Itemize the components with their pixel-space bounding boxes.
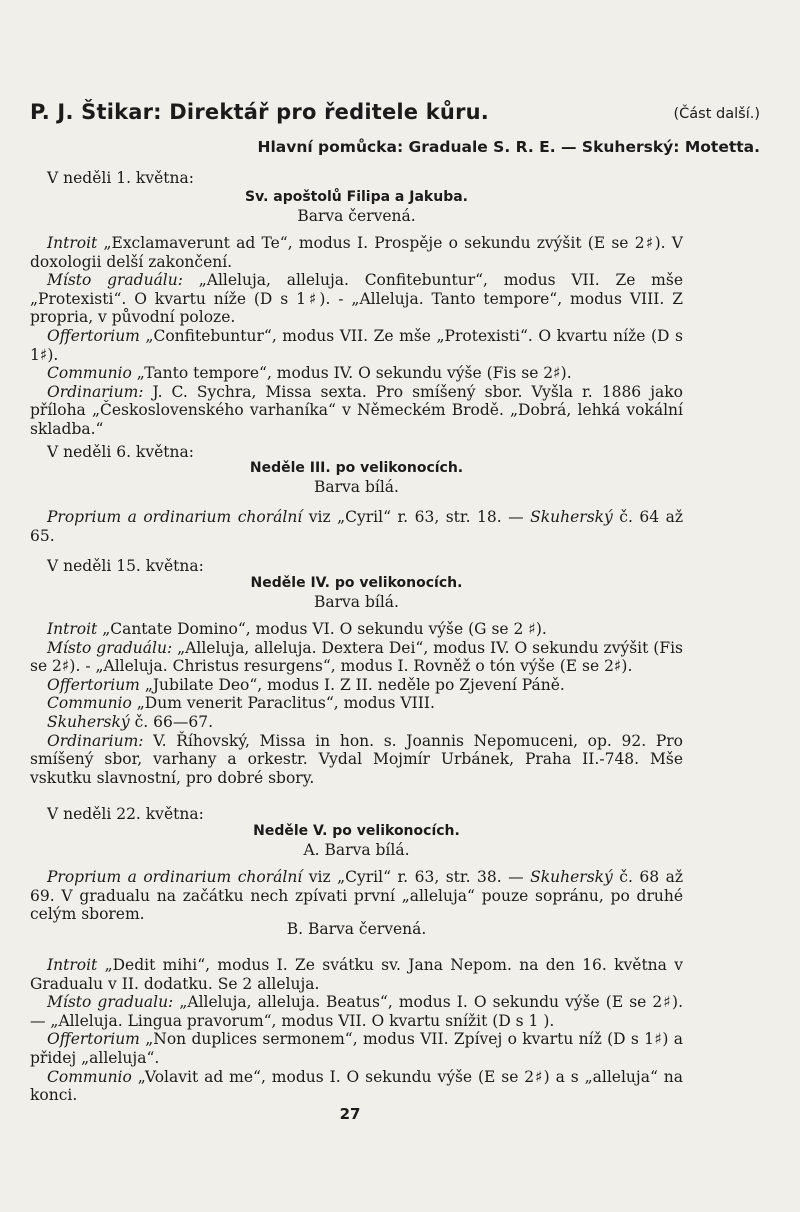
feast-title: Neděle IV. po velikonocích. [250, 575, 463, 591]
paragraph [30, 620, 683, 639]
liturgical-color: A. Barva bílá. [303, 840, 410, 859]
paragraph [30, 694, 683, 713]
paragraph-label: Introit [47, 956, 98, 974]
paragraph [30, 676, 683, 695]
paragraph-text: „Alleluja, alleluja. Beatus“, modus I. O sekundu výše (E se 2♯). — „Alleluja. Lingua pravorum“, modus VII. O kvartu snížit (D s 1 ). [30, 993, 683, 1030]
feast-heading [30, 574, 683, 611]
paragraph-label: Proprium a ordinarium chorální [47, 508, 303, 526]
day-heading: V neděli 22. května: [47, 805, 204, 823]
paragraph-label: Místo gradualu: [47, 993, 174, 1012]
paragraph-label: Ordinarium: [47, 731, 144, 750]
paragraph [30, 364, 683, 383]
day-heading: V neděli 6. května: [47, 443, 194, 461]
paragraph [30, 732, 683, 788]
section-body [30, 620, 683, 787]
subtitle: Hlavní pomůcka: Graduale S. R. E. — Skuherský: Motetta. [257, 138, 760, 156]
paragraph-label: Communio [47, 364, 132, 383]
feast-heading [30, 822, 683, 859]
paragraph-text: V. Říhovský, Missa in hon. s. Joannis Nepomuceni, op. 92. Pro smíšený sbor, varhany a orkestr. Vydal Mojmír Urbánek, Praha II.-748. Mše vskutku slavnostní, pro dobré sbory. [30, 731, 683, 787]
paragraph-text: „Dedit mihi“, modus I. Ze svátku sv. Jana Nepom. na den 16. května v Gradualu v II. dodatku. Se 2 alleluja. [30, 956, 683, 993]
feast-title: Neděle V. po velikonocích. [253, 823, 460, 839]
paragraph-label: Introit [47, 234, 98, 252]
paragraph [30, 639, 683, 676]
paragraph-text: č. 64 až 65. [30, 508, 683, 545]
paragraph-label: Communio [47, 694, 132, 713]
paragraph-label: Skuherský [47, 712, 130, 731]
paragraph-text: „Alleluja, alleluja. Confitebuntur“, modus VII. Ze mše „Protexisti“. O kvartu níže (D s 1♯). - „Alleluja. Tanto tempore“, modus VIII. Z propria, v původní poloze. [30, 271, 683, 327]
paragraph-label: Místo graduálu: [47, 638, 173, 657]
day-heading: V neděli 1. května: [47, 169, 194, 187]
paragraph [30, 993, 683, 1030]
paragraph [30, 327, 683, 364]
paragraph-text: J. C. Sychra, Missa sexta. Pro smíšený sbor. Vyšla r. 1886 jako příloha „Československého varhaníka“ v Německém Brodě. „Dobrá, lehká vokální skladba.“ [30, 382, 683, 438]
paragraph [30, 508, 683, 545]
feast-heading [30, 459, 683, 496]
paragraph [30, 234, 683, 271]
paragraph-text: „Alleluja, alleluja. Dextera Dei“, modus IV. O sekundu zvýšit (Fis se 2♯). - „Alleluja. Christus resurgens“, modus I. Rovněž o tón výše (E se 2♯). [30, 638, 684, 676]
day-heading: V neděli 15. května: [47, 557, 204, 575]
paragraph [30, 1030, 683, 1067]
paragraph-text: č. 66—67. [129, 712, 214, 731]
paragraph-label: Ordinarium: [47, 382, 144, 401]
paragraph [30, 713, 683, 732]
page-title: P. J. Štikar: Direktář pro ředitele kůru. [30, 100, 489, 124]
section-body [30, 234, 683, 439]
paragraph-text: „Tanto tempore“, modus IV. O sekundu výše (Fis se 2♯). [131, 364, 572, 383]
paragraph-label: Offertorium [47, 675, 140, 694]
paragraph-text: „Volavit ad me“, modus I. O sekundu výše (E se 2♯) a s „alleluja“ na konci. [30, 1067, 683, 1105]
section-body [30, 508, 683, 545]
paragraph-text: „Cantate Domino“, modus VI. O sekundu výše (G se 2 ♯). [97, 620, 547, 638]
paragraph [30, 956, 683, 993]
paragraph-text: viz „Cyril“ r. 63, str. 18. — [302, 508, 531, 526]
paragraph [30, 271, 683, 327]
header [30, 100, 770, 130]
feast-title: Sv. apoštolů Filipa a Jakuba. [245, 189, 468, 205]
paragraph-text: „Non duplices sermonem“, modus VII. Zpívej o kvartu níž (D s 1♯) a přidej „alleluja“. [30, 1030, 683, 1067]
paragraph-label: Offertorium [47, 326, 140, 345]
paragraph-label: Introit [47, 620, 98, 638]
liturgical-color: Barva červená. [297, 206, 416, 225]
part-note: (Část další.) [673, 106, 760, 122]
liturgical-color: Barva bílá. [314, 477, 399, 496]
paragraph-text: č. 68 až 69. V gradualu na začátku nech zpívati první „alleluja“ pouze sopránu, po druhé celým sborem. [30, 868, 683, 924]
paragraph-label: Skuherský [530, 868, 613, 886]
paragraph-text: „Exclamaverunt ad Te“, modus I. Prospěje o sekundu zvýšit (E se 2♯). V doxologii delší zakončení. [30, 234, 683, 271]
liturgical-color-b: B. Barva červená. [286, 920, 427, 938]
paragraph [30, 1068, 683, 1105]
paragraph [30, 383, 683, 439]
paragraph [30, 868, 683, 924]
section-body-b [30, 956, 683, 1105]
paragraph-label: Proprium a ordinarium chorální [47, 868, 303, 886]
paragraph-text: „Confitebuntur“, modus VII. Ze mše „Protexisti“. O kvartu níže (D s 1♯). [30, 326, 683, 364]
paragraph-label: Communio [47, 1067, 132, 1086]
page-number: 27 [339, 1105, 361, 1123]
feast-heading [30, 188, 683, 225]
section-body [30, 868, 683, 924]
paragraph-label: Skuherský [530, 508, 613, 526]
liturgical-color: Barva bílá. [314, 592, 399, 611]
feast-title: Neděle III. po velikonocích. [249, 460, 464, 476]
paragraph-label: Offertorium [47, 1030, 140, 1049]
paragraph-text: „Jubilate Deo“, modus I. Z II. neděle po Zjevení Páně. [139, 675, 565, 694]
paragraph-text: viz „Cyril“ r. 63, str. 38. — [302, 868, 531, 886]
paragraph-text: „Dum venerit Paraclitus“, modus VIII. [131, 694, 435, 713]
paragraph-label: Místo graduálu: [47, 271, 183, 290]
